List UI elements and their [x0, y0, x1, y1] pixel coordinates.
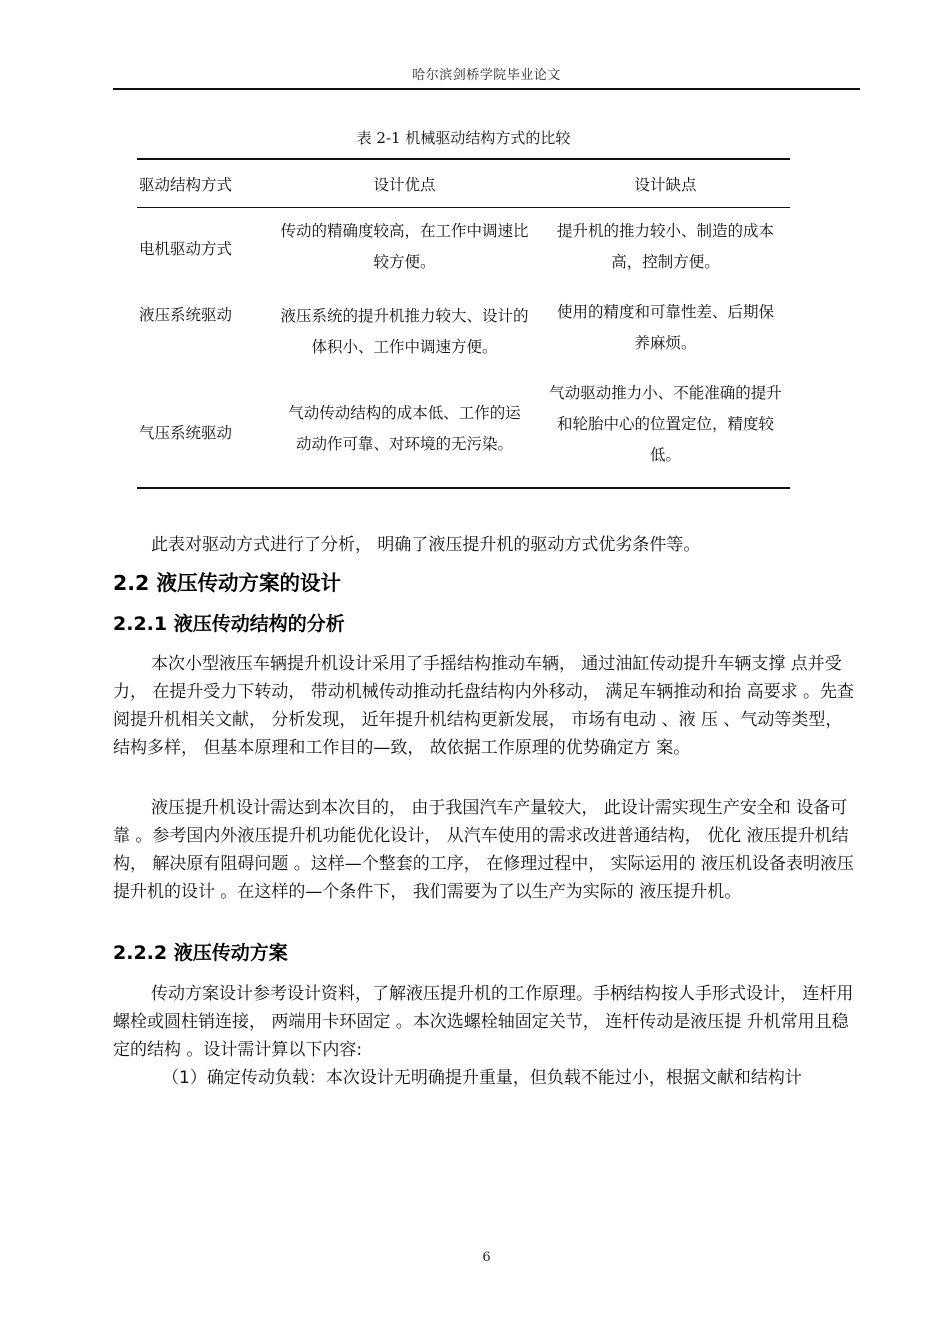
section-heading-2-2: 2.2 液压传动方案的设计: [113, 571, 341, 595]
table-cell-line: 提升机的推力较小、制造的成本: [556, 222, 774, 240]
body-paragraph-3: 传动方案设计参考设计资料，了解液压提升机的工作原理。手柄结构按人手形式设计， 连杆用螺栓或圆柱销连接， 两端用卡环固定 。本次选螺栓轴固定关节， 连杆传动是液压提 升机常用且稳定的结构 。设计需计算以下内容:: [113, 984, 854, 1060]
table-summary-paragraph: 此表对驱动方式进行了分析， 明确了液压提升机的驱动方式优劣条件等。: [151, 535, 701, 555]
table-cell-cons: [541, 297, 790, 359]
table-header-cons: 设计缺点: [634, 176, 697, 194]
table-cell-pros: [267, 216, 542, 278]
table-cell-line: 液压系统的提升机推力较大、设计的: [280, 307, 529, 325]
table-caption: [137, 127, 790, 148]
table-cell-line: 较方便。: [373, 253, 436, 271]
table-cell-line: 体积小、工作中调速方便。: [311, 338, 498, 356]
body-paragraph-2: 液压提升机设计需达到本次目的， 由于我国汽车产量较大， 此设计需实现生产安全和 设备可靠 。参考国内外液压提升机功能优化设计， 从汽车使用的需求改进普通结构， 优化 液压提升机结构， 解决原有阻碍问题 。这样—个整套的工序， 在修理过程中， 实际运用的 液压机设备表明液压提升机的设计 。在这样的—个条件下， 我们需要为了以生产为实际的 液压提升机。: [113, 798, 855, 902]
table-cell-line: 气动驱动推力小、不能准确的提升: [549, 384, 782, 402]
list-item-1: （1）确定传动负载：本次设计无明确提升重量，但负载不能过小，根据文献和结构计: [162, 1068, 802, 1088]
running-header: 哈尔滨剑桥学院毕业论文: [412, 68, 561, 83]
table-cell-method: 液压系统驱动: [139, 306, 233, 324]
table-cell-line: 高，控制方便。: [611, 253, 720, 271]
table-caption-text: 机械驱动结构方式的比较: [400, 129, 571, 147]
table-cell-line: 动动作可靠、对环境的无污染。: [295, 435, 513, 453]
table-cell-cons: [541, 378, 790, 471]
table-cell-pros: [267, 398, 542, 460]
table-cell-line: 养麻烦。: [634, 334, 697, 352]
section-heading-2-2-2: 2.2.2 液压传动方案: [113, 942, 288, 964]
page-number: 6: [482, 1250, 491, 1265]
section-heading-2-2-1: 2.2.1 液压传动结构的分析: [113, 613, 345, 635]
table-top-rule: [137, 158, 790, 160]
table-header-rule: [137, 207, 790, 208]
body-paragraph-1: 本次小型液压车辆提升机设计采用了手摇结构推动车辆， 通过油缸传动提升车辆支撑 点并受力， 在提升受力下转动， 带动机械传动推动托盘结构内外移动， 满足车辆推动和抬 高要求 。先查阅提升机相关文献， 分析发现， 近年提升机结构更新发展， 市场有电动 、液 压 、气动等类型， 结构多样， 但基本原理和工作目的—致， 故依据工作原理的优势确定方 案。: [113, 654, 855, 758]
table-cell-pros: [267, 301, 542, 363]
table-cell-method: 气压系统驱动: [139, 424, 233, 442]
table-cell-line: 使用的精度和可靠性差、后期保: [556, 303, 774, 321]
table-cell-line: 和轮胎中心的位置定位，精度较: [556, 415, 774, 433]
table-header-method: 驱动结构方式: [139, 176, 233, 194]
table-bottom-rule: [137, 487, 790, 489]
table-cell-line: 气动传动结构的成本低、工作的运: [288, 404, 521, 422]
table-header-pros: 设计优点: [373, 176, 436, 194]
table-caption-prefix: 表: [356, 129, 377, 147]
table-caption-number: 2-1: [376, 129, 401, 147]
table-cell-line: 低。: [649, 446, 681, 464]
table-cell-method: 电机驱动方式: [139, 240, 233, 258]
header-rule: [113, 88, 860, 90]
table-cell-line: 传动的精确度较高，在工作中调速比: [280, 222, 529, 240]
table-cell-cons: [541, 216, 790, 278]
